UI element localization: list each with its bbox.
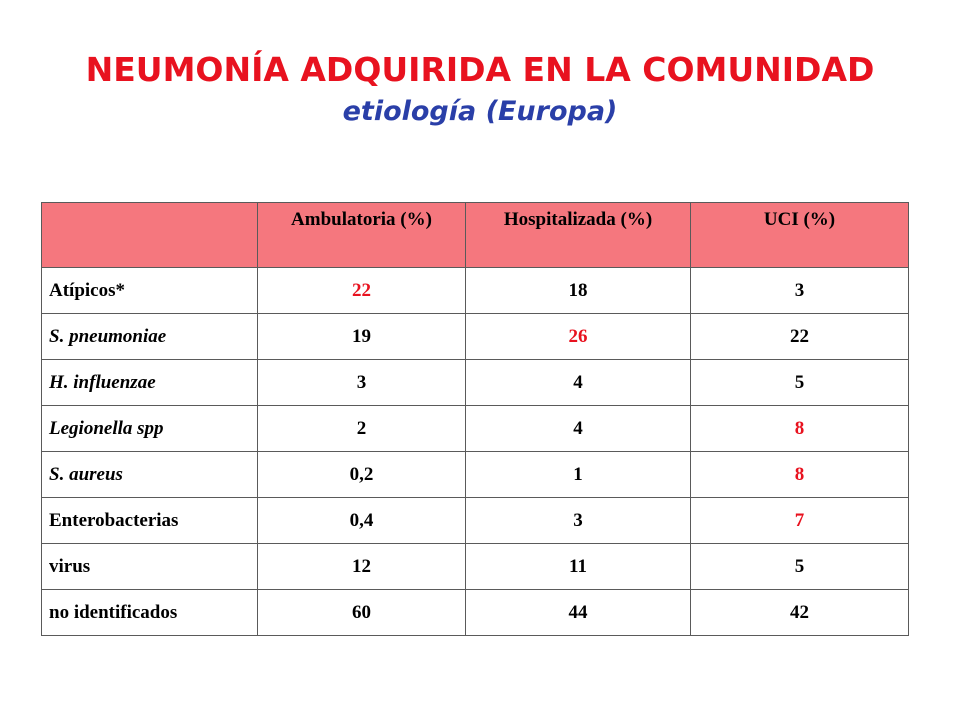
row-label: Legionella spp (42, 406, 258, 452)
table-row (42, 360, 909, 406)
header-uci: UCI (%) (691, 203, 909, 268)
value-ambulatoria: 2 (258, 406, 466, 452)
value-uci: 3 (691, 268, 909, 314)
value-uci: 8 (691, 452, 909, 498)
value-ambulatoria: 22 (258, 268, 466, 314)
value-uci: 8 (691, 406, 909, 452)
value-uci: 42 (691, 590, 909, 636)
value-hospitalizada: 1 (466, 452, 691, 498)
row-label: Enterobacterias (42, 498, 258, 544)
value-hospitalizada: 26 (466, 314, 691, 360)
row-label: S. pneumoniae (42, 314, 258, 360)
table-row (42, 498, 909, 544)
value-ambulatoria: 19 (258, 314, 466, 360)
row-label: Atípicos* (42, 268, 258, 314)
value-uci: 7 (691, 498, 909, 544)
value-ambulatoria: 12 (258, 544, 466, 590)
row-label: virus (42, 544, 258, 590)
page-subtitle: etiología (Europa) (342, 96, 618, 127)
row-label: S. aureus (42, 452, 258, 498)
header-hospitalizada: Hospitalizada (%) (466, 203, 691, 268)
table-row (42, 268, 909, 314)
value-hospitalizada: 3 (466, 498, 691, 544)
row-label: no identificados (42, 590, 258, 636)
header-corner-cell (42, 203, 258, 268)
value-hospitalizada: 4 (466, 360, 691, 406)
row-label: H. influenzae (42, 360, 258, 406)
table-header-row (42, 203, 909, 268)
header-ambulatoria: Ambulatoria (%) (258, 203, 466, 268)
table-row (42, 406, 909, 452)
value-hospitalizada: 11 (466, 544, 691, 590)
page-title: NEUMONÍA ADQUIRIDA EN LA COMUNIDAD (85, 50, 875, 89)
table-row (42, 544, 909, 590)
value-uci: 5 (691, 544, 909, 590)
value-hospitalizada: 18 (466, 268, 691, 314)
value-ambulatoria: 3 (258, 360, 466, 406)
table-row (42, 590, 909, 636)
value-uci: 5 (691, 360, 909, 406)
value-uci: 22 (691, 314, 909, 360)
etiology-table (41, 202, 909, 636)
value-ambulatoria: 0,4 (258, 498, 466, 544)
value-ambulatoria: 60 (258, 590, 466, 636)
value-ambulatoria: 0,2 (258, 452, 466, 498)
table-row (42, 452, 909, 498)
value-hospitalizada: 44 (466, 590, 691, 636)
table-row (42, 314, 909, 360)
value-hospitalizada: 4 (466, 406, 691, 452)
